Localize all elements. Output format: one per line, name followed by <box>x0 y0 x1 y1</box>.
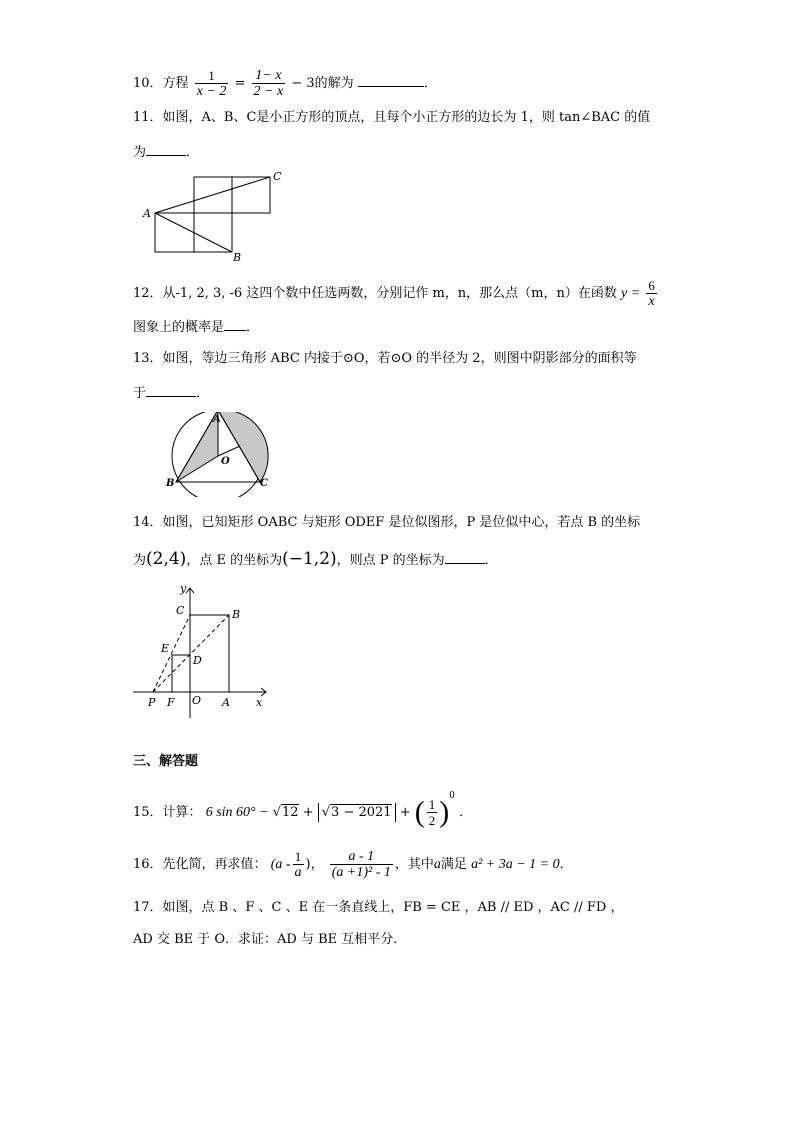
answer-blank[interactable] <box>445 549 485 564</box>
section-heading: 三、解答题 <box>133 754 199 769</box>
label-b: B <box>166 478 175 489</box>
label-a: A <box>143 207 151 220</box>
question-16: 16．先化简，再求值： (a - $\frac{1}{a}$ )， $\frac{a - 1}{\text{(a +1)² - 1}}$ ，其中a满足 a² + 3a − 1 = 0． <box>133 849 573 880</box>
question-11-line2: 为 ． <box>133 141 663 163</box>
question-14-line1: 14．如图，已知矩形 OABC 与矩形 ODEF 是位似图形，P 是位似中心，若点 B 的坐标 <box>133 515 641 530</box>
svg-text:F: F <box>167 696 175 709</box>
svg-text:C: C <box>176 604 185 617</box>
label-c: C <box>273 170 282 183</box>
coordinate-figure <box>128 580 273 720</box>
answer-blank[interactable] <box>224 316 246 331</box>
answer-blank[interactable] <box>146 141 186 156</box>
svg-text:P: P <box>148 696 156 709</box>
question-11-line1: 11．如图，A、B、C是小正方形的顶点，且每个小正方形的边长为 1，则 tan∠BAC 的值 <box>133 110 651 125</box>
svg-text:y: y <box>180 582 187 595</box>
question-12-line2: 图象上的概率是 ． <box>133 316 663 338</box>
fraction-2: $\frac{1- x}{2 - x}$ <box>253 68 284 99</box>
question-17-line2: AD 交 BE 于 O．求证：AD 与 BE 互相平分． <box>133 932 407 947</box>
svg-text:D: D <box>193 654 202 667</box>
label-c: C <box>260 478 268 489</box>
svg-text:E: E <box>161 642 170 655</box>
question-14-line2: 为(2,4)，点 E 的坐标为(−1,2)，则点 P 的坐标为 ． <box>133 549 498 569</box>
question-17-line1: 17．如图，点 B 、F 、C 、E 在一条直线上，FB = CE ，AB // ED ，AC // FD ， <box>133 900 624 915</box>
svg-text:A: A <box>222 696 230 709</box>
label-b: B <box>233 251 242 264</box>
svg-text:O: O <box>192 694 202 707</box>
label-o: O <box>221 456 230 467</box>
question-15: 15．计算： 6 sin 60° − √12 + √3 − 2021 + ( $\frac{1}{2}$ )$^0$ ． <box>133 791 473 829</box>
svg-text:B: B <box>232 608 241 621</box>
question-10: 10．方程 $\frac{1}{x - 2}$ = $\frac{1- x}{2 - x}$ − 3的解为 ． <box>133 68 437 99</box>
question-13-line1: 13．如图，等边三角形 ABC 内接于⊙O，若⊙O 的半径为 2，则图中阴影部分的面积等 <box>133 351 637 366</box>
svg-text:x: x <box>256 696 263 709</box>
circle-triangle-figure <box>160 412 280 497</box>
fraction-1: $\frac{1}{x - 2}$ <box>196 68 227 99</box>
answer-blank[interactable] <box>358 72 424 87</box>
grid-figure <box>140 165 300 270</box>
question-12-line1: 12．从-1, 2, 3, -6 这四个数中任选两数，分别记作 m，n，那么点（m，n）在函数 y = $\frac{6}{x}$ <box>133 278 655 309</box>
question-13-line2: 于 ． <box>133 382 663 404</box>
label-a: A <box>213 414 221 425</box>
answer-blank[interactable] <box>146 382 196 397</box>
